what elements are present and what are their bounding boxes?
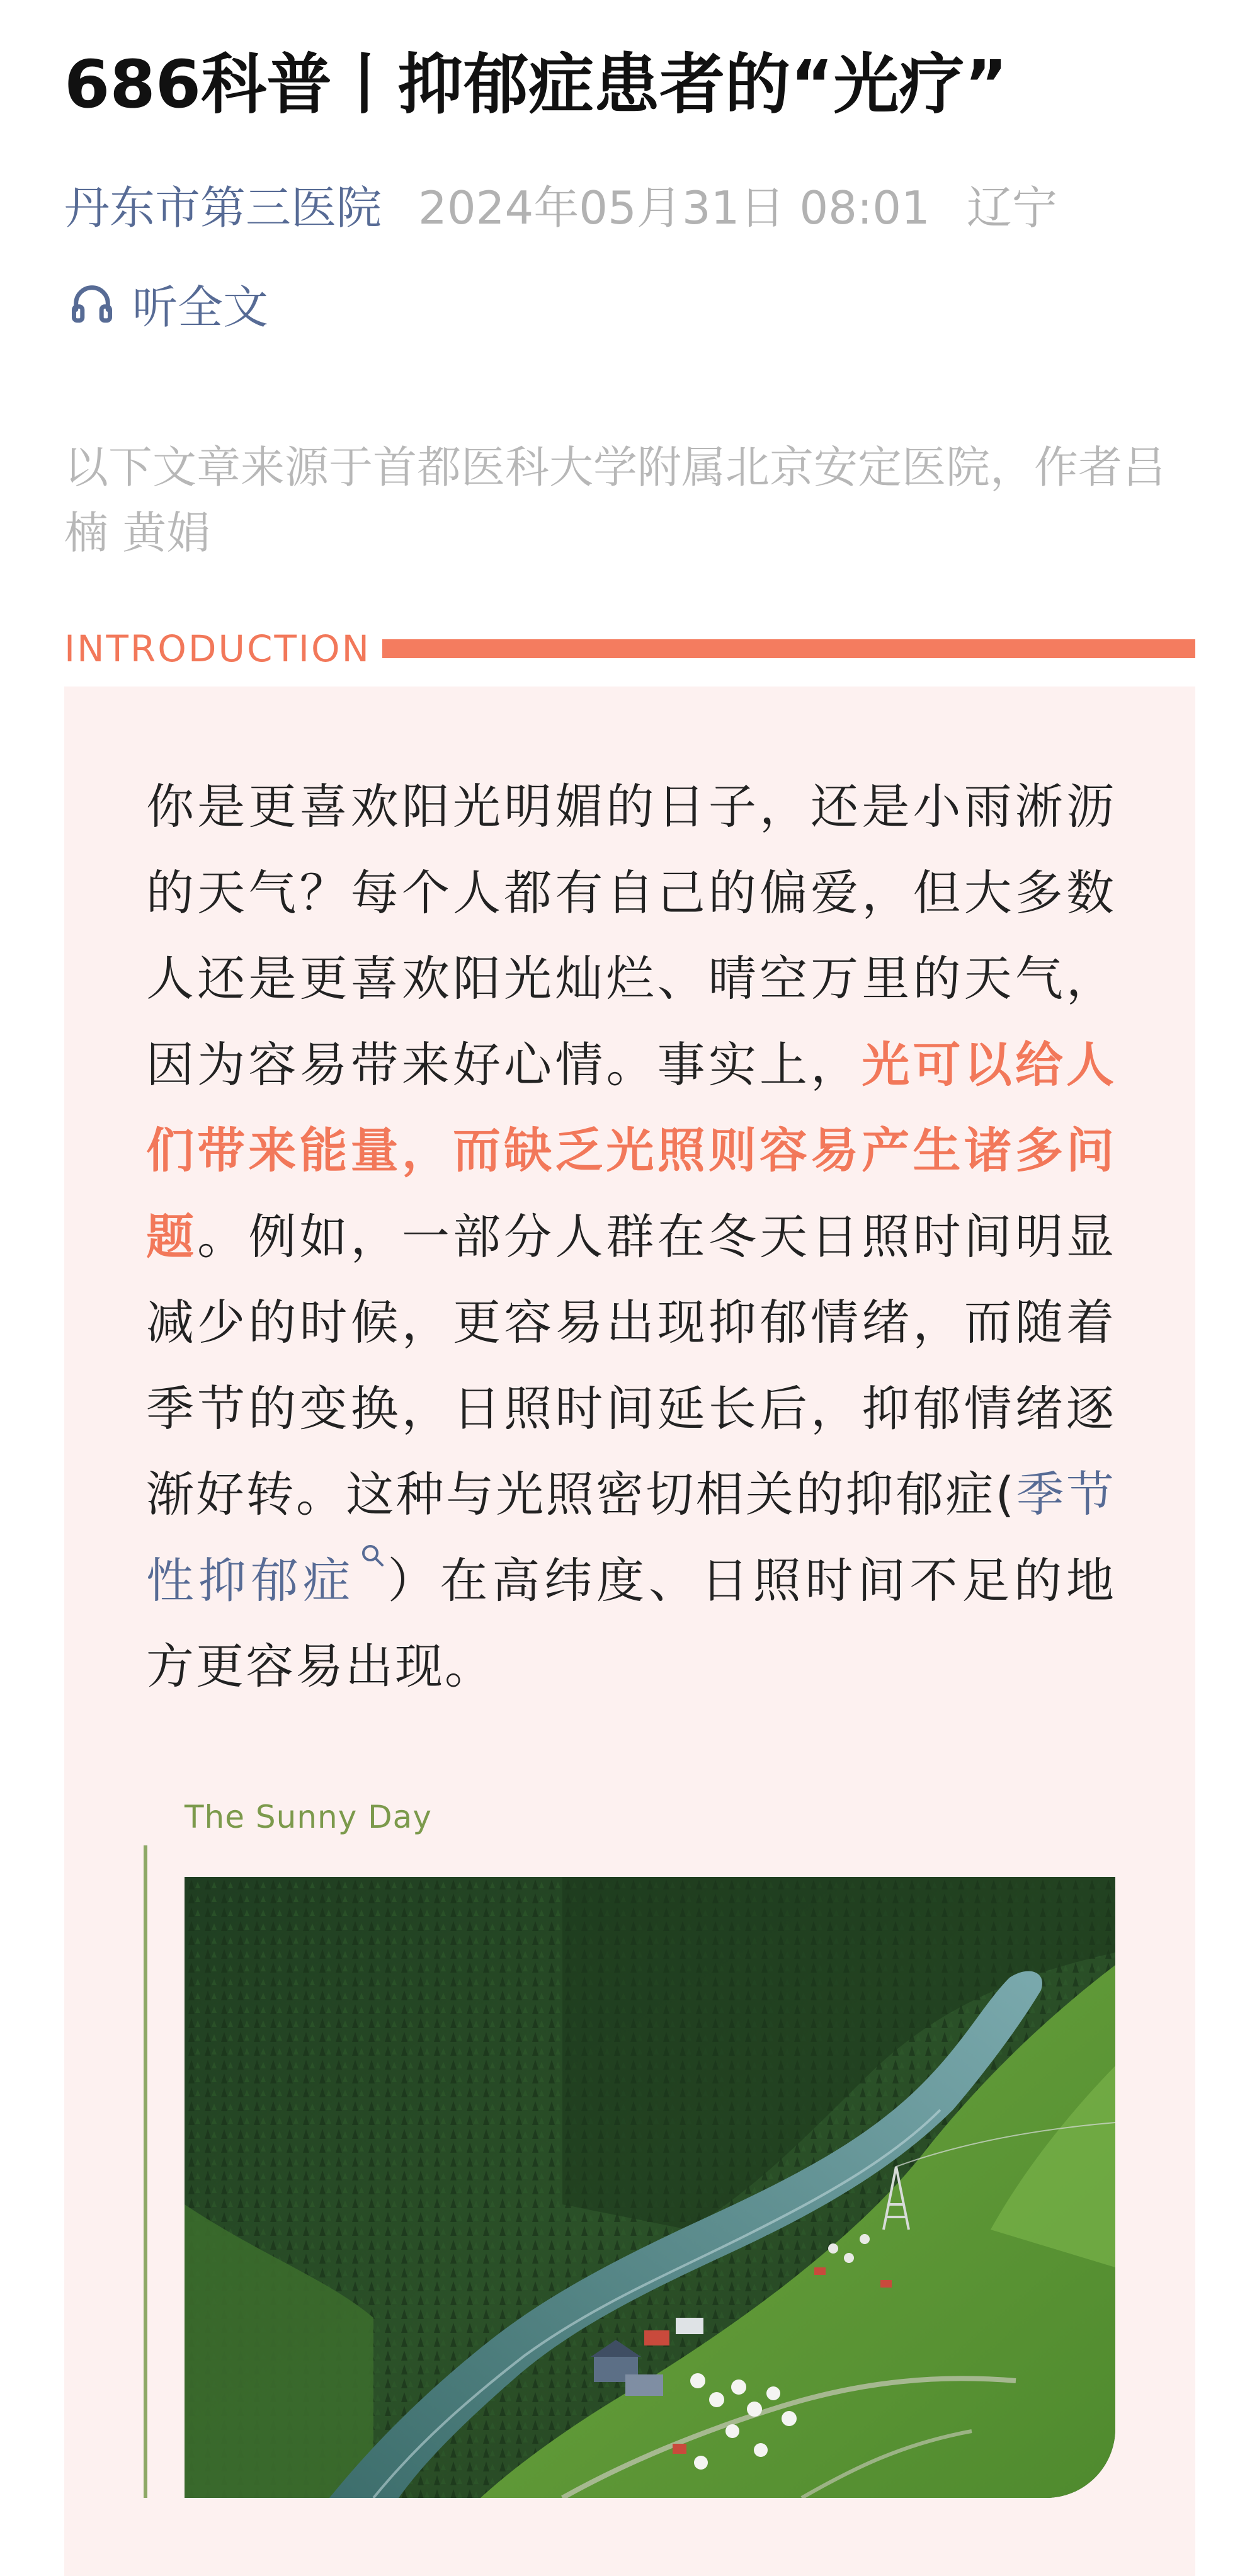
source-note: 以下文章来源于首都医科大学附属北京安定医院，作者吕楠 黄娟: [64, 442, 1166, 559]
river-valley-landscape-image[interactable]: [185, 1877, 1115, 2498]
listen-label: 听全文: [132, 281, 269, 334]
term-link-label: 季节性抑郁症: [146, 1466, 1116, 1609]
figure-accent-rule: [144, 1845, 147, 2498]
publish-date: 2024年05月31日 08:01: [418, 181, 930, 234]
intro-text-end: ）在高纬度、日照时间不足的地方更容易出现。: [146, 1552, 1117, 1694]
search-icon: [360, 1543, 385, 1568]
intro-divider-bar: [382, 639, 1195, 658]
listen-full-text-button[interactable]: [68, 272, 268, 335]
figure-caption: The Sunny Day: [185, 1799, 432, 1835]
author-link[interactable]: 丹东市第三医院: [64, 181, 382, 234]
article-meta: [64, 176, 1057, 239]
intro-text-start: 你是更喜欢阳光明媚的日子，还是小雨淅沥的天气？每个人都有自己的偏爱，但大多数人还是更喜欢阳光灿烂、晴空万里的天气，因为容易带来好心情。事实上，: [146, 778, 1116, 1093]
intro-header: [64, 624, 1195, 674]
intro-highlight: 光可以给人们带来能量，而缺乏光照则容易产生诸多问题: [146, 1036, 1117, 1265]
intro-label: INTRODUCTION: [64, 627, 372, 670]
intro-paragraph: [146, 764, 1116, 1710]
headphone-icon: [68, 280, 116, 328]
publish-region: 辽宁: [966, 181, 1057, 234]
intro-text-middle: 。例如，一部分人群在冬天日照时间明显减少的时候，更容易出现抑郁情绪，而随着季节的变换，日照时间延长后，抑郁情绪逐渐好转。这种与光照密切相关的抑郁症(: [146, 1208, 1117, 1522]
article-title: 686科普丨抑郁症患者的“光疗”: [64, 46, 1008, 123]
